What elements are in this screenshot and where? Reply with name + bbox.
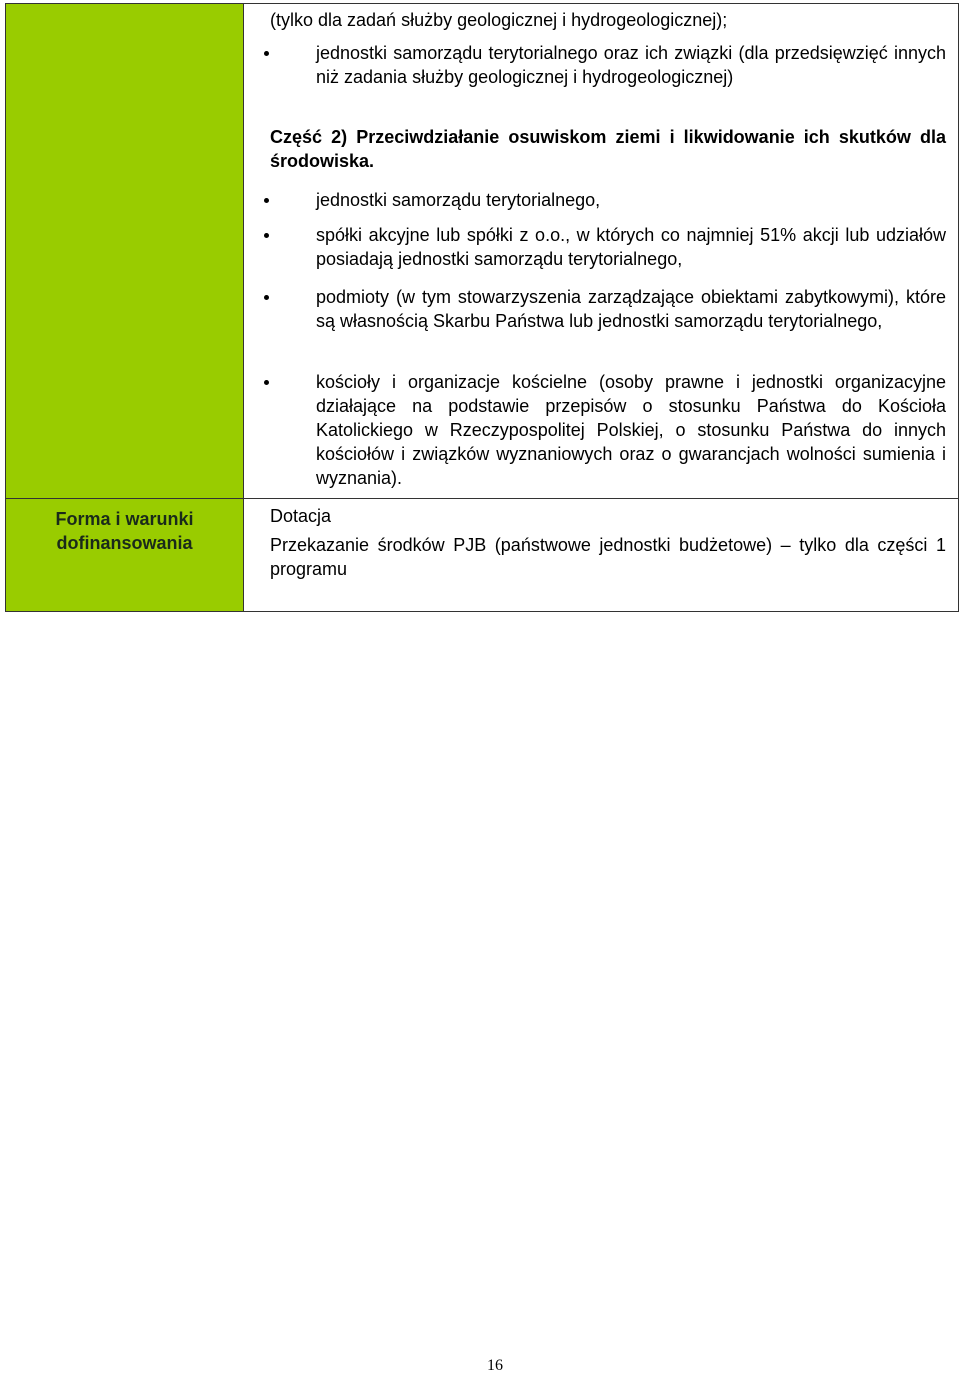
funding-conditions: Przekazanie środków PJB (państwowe jednostki budżetowe) – tylko dla części 1 programu (270, 535, 946, 579)
funding-form: Dotacja (270, 506, 332, 526)
bullet-item: kościoły i organizacje kościelne (osoby prawne i jednostki organizacyjne działające na podstawie przepisów o stosunku Państwa do Kościoła Katolickiego w Rzeczypospolitej Polskiej, o stosunku Państwa do innych kościołów i związków wyznaniowych oraz o gwarancjach wolności sumienia i wyznania). (316, 370, 946, 490)
row-content-cell (244, 499, 958, 611)
row-label-cell (6, 499, 244, 611)
row-label-cell (6, 4, 244, 498)
page-number: 16 (487, 1357, 503, 1374)
bullet-icon (264, 233, 269, 238)
row-label: Forma i warunki dofinansowania (55, 509, 194, 553)
bullet-icon (264, 380, 269, 385)
table-row (6, 4, 958, 499)
bullet-item: jednostki samorządu terytorialnego oraz ich związki (dla przedsięwzięć innych niż zadania służby geologicznej i hydrogeologicznej) (316, 41, 946, 89)
part2-heading: Część 2) Przeciwdziałanie osuwiskom ziemi i likwidowanie ich skutków dla środowiska. (270, 127, 946, 171)
bullet-icon (264, 51, 269, 56)
row-content-cell (244, 4, 958, 498)
table-row (6, 499, 958, 611)
bullet-item: podmioty (w tym stowarzyszenia zarządzające obiektami zabytkowymi), które są własnością Skarbu Państwa lub jednostki samorządu terytorialnego, (316, 285, 946, 333)
bullet-icon (264, 295, 269, 300)
bullet-icon (264, 198, 269, 203)
bullet-item: jednostki samorządu terytorialnego, (316, 188, 946, 212)
scope-note: (tylko dla zadań służby geologicznej i hydrogeologicznej); (270, 10, 728, 30)
bullet-item: spółki akcyjne lub spółki z o.o., w których co najmniej 51% akcji lub udziałów posiadają jednostki samorządu terytorialnego, (316, 223, 946, 271)
eligibility-table (5, 3, 959, 612)
